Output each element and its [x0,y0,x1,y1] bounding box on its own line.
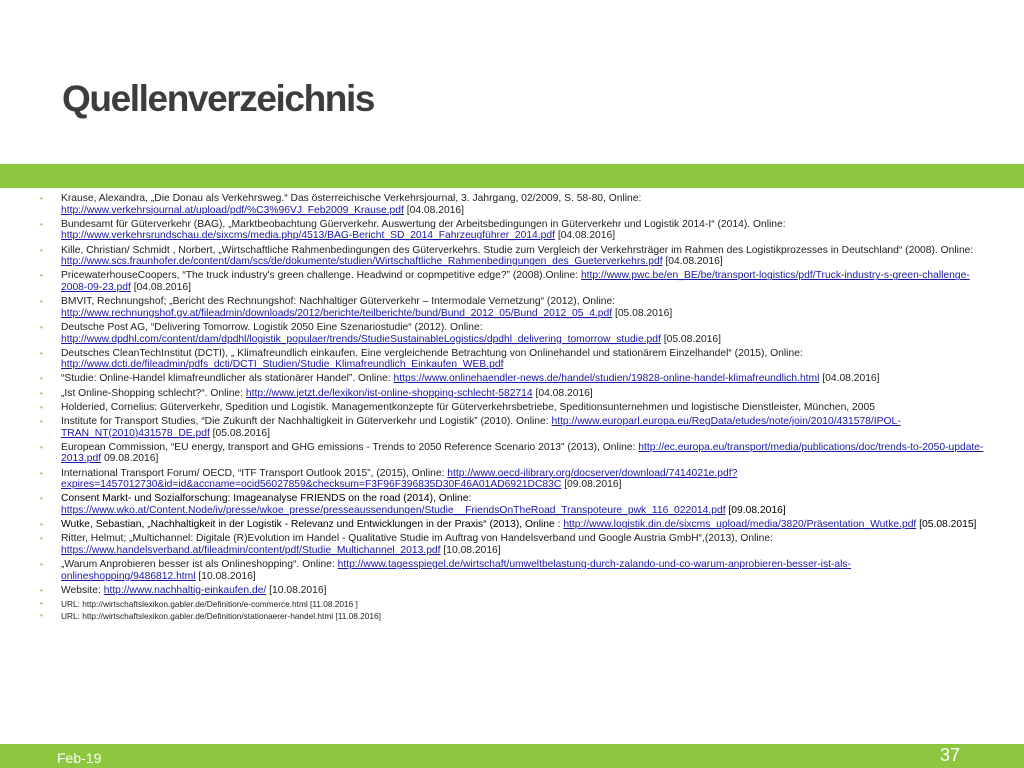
reference-access-date: [09.08.2016] [561,479,622,491]
reference-access-date: [04.08.2016] [554,230,616,242]
bullet-icon: • [40,520,43,530]
reference-access-date: 09.08.2016] [101,453,159,465]
footer-band [0,744,1024,768]
reference-text: “Studie: Online-Handel klimafreundlicher als stationärer Handel”. Online: [61,373,394,385]
reference-text: Deutsche Post AG, “Delivering Tomorrow. Logistik 2050 Eine Szenariostudie“ (2012). Online: [61,321,483,333]
bullet-icon: • [40,271,43,281]
reference-item [40,219,985,242]
reference-text: Holderied, Cornelius: Güterverkehr, Spedition und Logistik. Managementkonzepte für Güterverkehrsbetriebe, Speditionsunternehmen und logistische Dienstleister, München, 2005 [61,401,875,413]
reference-item [40,402,985,414]
reference-access-date: [05.08.2016] [660,333,721,345]
bullet-icon: • [40,494,43,504]
bullet-icon: • [40,610,43,620]
reference-access-date: [10.08.2016] [266,584,327,596]
reference-text: „Ist Online-Shopping schlecht?“. Online: [61,387,246,399]
reference-access-date: [10.08.2016] [440,544,501,556]
reference-text: Website: [61,584,104,596]
page-number: 37 [939,745,960,765]
reference-item [40,559,985,582]
reference-item [40,519,985,531]
reference-text: Bundesamt für Güterverkehr (BAG), „Marktbeobachtung Güerverkehr. Auswertung der Arbeitsbedingungen in Güterverkehr und Logistik 2014-I“ (2014). Online: [61,218,786,230]
reference-access-date: [04.08.2016] [819,373,880,385]
reference-link[interactable]: http://www.jetzt.de/lexikon/ist-online-shopping-schlecht-582714 [245,387,533,399]
bullet-icon: • [40,560,43,570]
reference-text: BMVIT, Rechnungshof; „Bericht des Rechnungshof: Nachhaltiger Güterverkehr – Intermodale Vernetzung“ (2012), Online: [61,296,616,308]
reference-link[interactable]: http://www.logistik.din.de/sixcms_upload/media/3820/Präsentation_Wutke.pdf [563,519,917,531]
reference-link[interactable]: http://www.tagesspiegel.de/wirtschaft/umweltbelastung-durch-zalando-und-co-warum-anprobieren-besser-ist-als-onlineshopping/9486812.html [61,559,851,582]
reference-item [40,599,985,609]
reference-link[interactable]: http://www.rechnungshof.gv.at/fileadmin/downloads/2012/berichte/teilberichte/bund/Bund_2012_05/Bund_2012_05_4.pdf [61,307,613,319]
footer-date: Feb-19 [57,750,102,766]
bullet-icon: • [40,585,43,595]
reference-link[interactable]: http://www.scs.fraunhofer.de/content/dam/scs/de/dokumente/studien/Wirtschaftliche_Rahmenbedingungen_des_Gueterverkehrs.pdf [61,256,663,268]
reference-access-date: [04.08.2016] [130,281,191,293]
reference-text: URL: http://wirtschaftslexikon.gabler.de/Definition/e-commerce.html [11.08.2016 ] [61,599,358,610]
reference-text: PricewaterhouseCoopers, “The truck industry's green challenge. Headwind or copmpetitive edge?” (2008).Online: [61,270,581,282]
reference-access-date: [09.08.2016] [725,504,786,516]
bullet-icon: • [40,322,43,332]
reference-text: Consent Markt- und Sozialforschung: Imageanalyse FRIENDS on the road (2014), Online: [61,493,472,505]
bullet-icon: • [40,468,43,478]
reference-access-date: [05.08.2016] [209,427,270,439]
reference-item [40,296,985,319]
reference-item [40,585,985,597]
bullet-icon: • [40,599,43,609]
reference-text: URL: http://wirtschaftslexikon.gabler.de/Definition/stationaerer-handel.html [11.08.2016] [61,610,381,621]
reference-list [40,193,985,622]
reference-text: Wutke, Sebastian, „Nachhaltigkeit in der Logistik - Relevanz und Entwicklungen in der Praxis“ (2013), Online : [61,519,564,531]
reference-item [40,533,985,556]
bullet-icon: • [40,297,43,307]
reference-access-date: [04.08.2016] [662,256,723,268]
reference-link[interactable]: http://www.dpdhl.com/content/dam/dpdhl/logistik_populaer/trends/StudieSustainableLogistics/dpdhl_delivering_tomorrow_studie.pdf [61,333,661,345]
reference-link[interactable]: http://www.dcti.de/fileadmin/pdfs_dcti/DCTI_Studien/Studie_Klimafreundlich_Einkaufen_WEB.pdf [61,359,504,371]
reference-link[interactable]: https://www.handelsverband.at/fileadmin/content/pdf/Studie_Multichannel_2013.pdf [61,544,441,556]
reference-item [40,245,985,268]
reference-item [40,388,985,400]
reference-item [40,468,985,491]
reference-text: Deutsches CleanTechInstitut (DCTI), „ Klimafreundlich einkaufen. Eine vergleichende Betrachtung von Onlinehandel und stationärem Einzelhandel“ (2015), Online: [61,347,803,359]
reference-item [40,322,985,345]
reference-item [40,416,985,439]
reference-link[interactable]: https://www.wko.at/Content.Node/iv/presse/wkoe_presse/presseaussendungen/Studie__FriendsOnTheRoad_Transpoteure_pwk_116_022014.pdf [61,504,726,516]
reference-text: Krause, Alexandra, „Die Donau als Verkehrsweg.“ Das österreichische Verkehrsjournal, 3. Jahrgang, 02/2009, S. 58-80, Online: [61,193,642,204]
bullet-icon: • [40,417,43,427]
reference-access-date: [10.08.2016] [195,570,256,582]
reference-text: „Warum Anprobieren besser ist als Onlineshopping“. Online: [61,559,338,571]
reference-text: Kille, Christian/ Schmidt , Norbert, „Wirtschaftliche Rahmenbedingungen des Güterverkehrs. Studie zum Vergleich der Verkehrsträger im Rahmen des Logistikprozesses in Deutschland“ (2008). Online: [61,244,974,256]
reference-access-date: [05.08.2016] [612,307,673,319]
bullet-icon: • [40,388,43,398]
header-accent-band [0,164,1024,188]
bullet-icon: • [40,402,43,412]
reference-text: Ritter, Helmut; „Multichannel: Digitale (R)Evolution im Handel - Qualitative Studie im Auftrag von Handelsverband und Google Austria GmbH“,(2013), Online: [61,533,773,545]
reference-link[interactable]: http://www.europarl.europa.eu/RegData/etudes/note/join/2010/431578/IPOL-TRAN_NT(2010)431578_DE.pdf [61,416,901,439]
reference-link[interactable]: http://ec.europa.eu/transport/media/publications/doc/trends-to-2050-update-2013.pdf [61,441,984,465]
reference-item [40,442,985,465]
reference-access-date: [04.08.2016] [403,204,464,216]
reference-link[interactable]: http://www.pwc.be/en_BE/be/transport-logistics/pdf/Truck-industry-s-green-challenge-2008-09-23.pdf [61,270,970,293]
bullet-icon: • [40,348,43,358]
reference-item [40,270,985,293]
reference-text: International Transport Forum/ OECD, “ITF Transport Outlook 2015”, (2015), Online: [61,467,448,479]
reference-link[interactable]: https://www.onlinehaendler-news.de/handel/studien/19828-online-handel-klimafreundlich.html [393,373,820,385]
reference-link[interactable]: http://www.verkehrsjournal.at/upload/pdf/%C3%96VJ_Feb2009_Krause.pdf [61,204,404,216]
reference-link[interactable]: http://www.verkehrsrundschau.de/sixcms/media.php/4513/BAG-Bericht_SD_2014_Fahrzeugführer_2014.pdf [61,230,555,242]
reference-item [40,348,985,371]
bullet-icon: • [40,219,43,229]
bullet-icon: • [40,534,43,544]
reference-text: European Commission, “EU energy, transport and GHG emissions - Trends to 2050 Reference Scenario 2013” (2013), Online: [61,441,639,453]
reference-access-date: [04.08.2016] [532,387,593,399]
bullet-icon: • [40,442,43,452]
bullet-icon: • [40,194,43,203]
reference-access-date: [05.08.2015] [916,519,977,531]
bullet-icon: • [40,245,43,255]
slide-title: Quellenverzeichnis [62,78,375,119]
reference-item [40,373,985,385]
reference-text: Institute for Transport Studies, “Die Zukunft der Nachhaltigkeit in Güterverkehr und Logistik” (2010). Online: [61,416,552,428]
reference-item [40,493,985,516]
bullet-icon: • [40,374,43,384]
reference-item [40,193,985,216]
reference-link[interactable]: http://www.nachhaltig-einkaufen.de/ [103,584,267,596]
reference-link[interactable]: http://www.oecd-ilibrary.org/docserver/download/7414021e.pdf?expires=1457012730&id=id&accname=ocid56027859&checksum=F3F96F396835D30F46A01AD6921DC83C [61,467,738,491]
reference-item [40,611,985,621]
